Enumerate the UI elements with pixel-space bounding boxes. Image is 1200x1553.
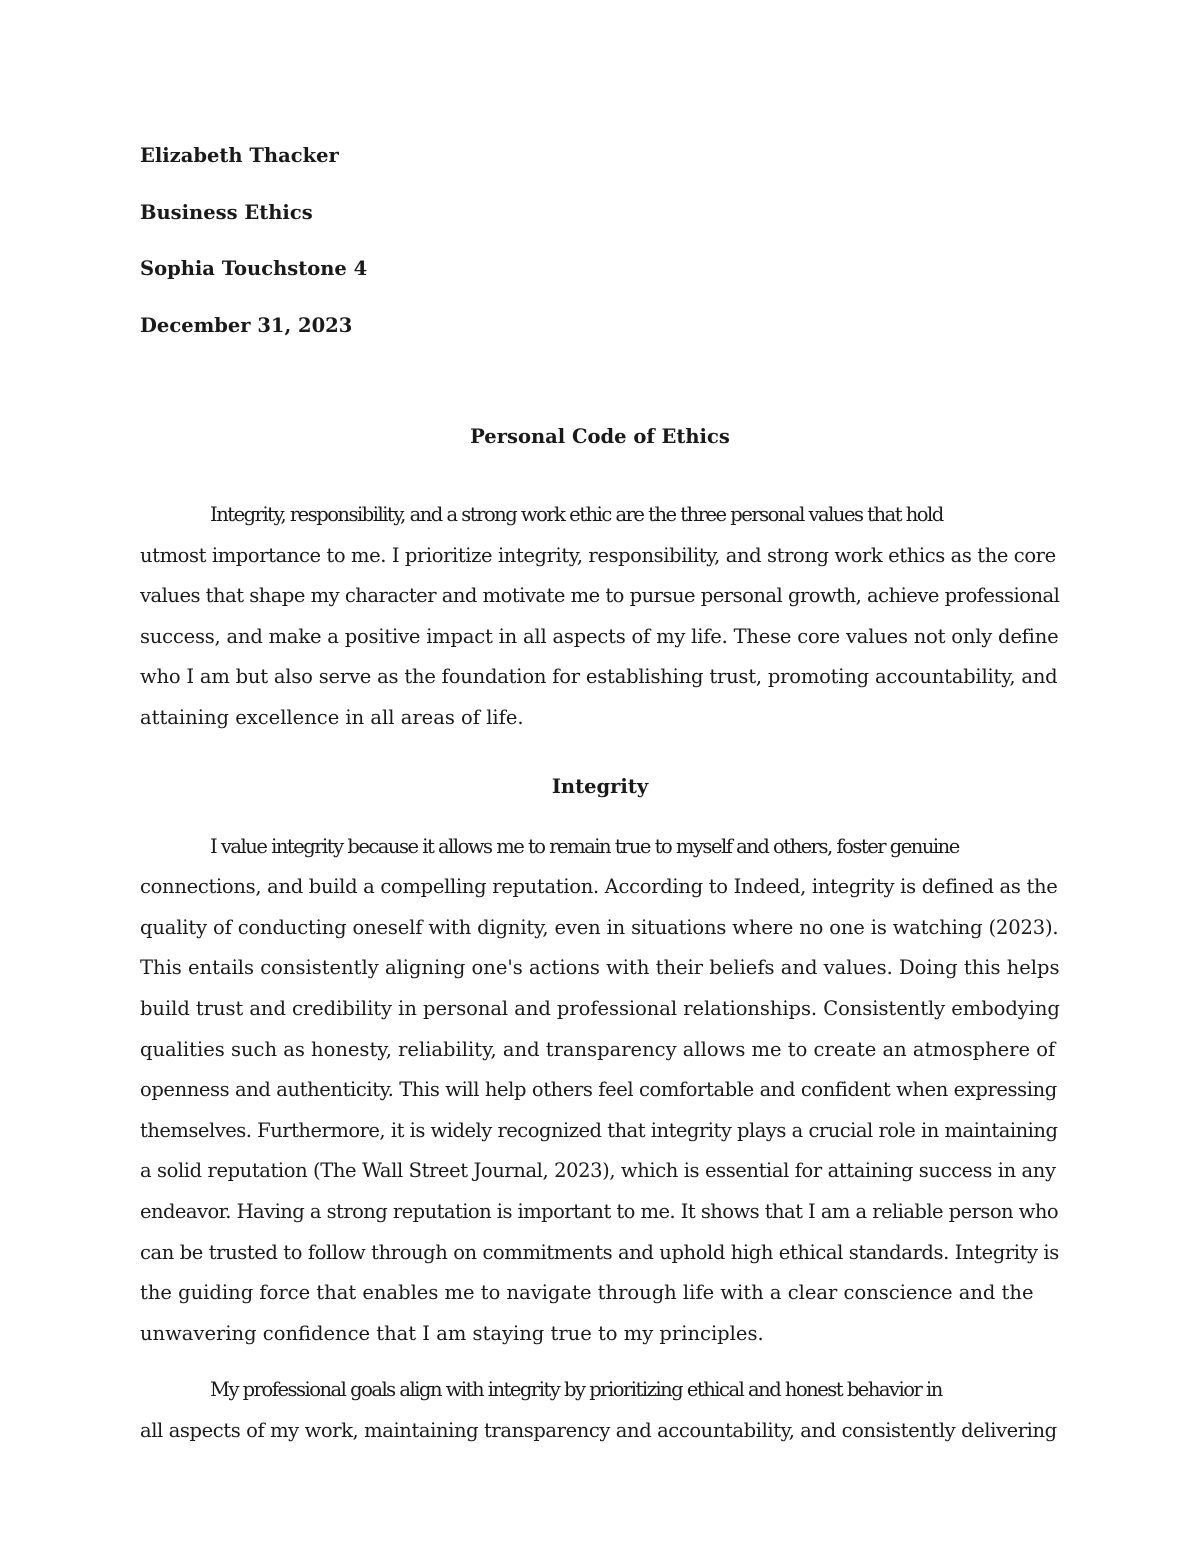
paragraph-line: the guiding force that enables me to navigate through life with a clear conscience and the: [140, 1281, 1034, 1305]
paragraph-line: themselves. Furthermore, it is widely recognized that integrity plays a crucial role in maintaining: [140, 1118, 1058, 1142]
paragraph-line: build trust and credibility in personal and professional relationships. Consistently embodying: [140, 996, 1060, 1020]
paragraph-line: a solid reputation (The Wall Street Journal, 2023), which is essential for attaining success in any: [140, 1159, 1056, 1183]
section-heading: Integrity: [551, 774, 649, 798]
paragraph-line: Integrity, responsibility, and a strong work ethic are the three personal values that hold: [210, 503, 943, 526]
paragraph-line: unwavering confidence that I am staying true to my principles.: [140, 1321, 764, 1345]
paragraph-line: connections, and build a compelling reputation. According to Indeed, integrity is defined as the: [140, 875, 1058, 899]
paragraph-line: values that shape my character and motivate me to pursue personal growth, achieve professional: [140, 584, 1060, 608]
document-body: [140, 423, 1060, 1451]
paragraph-line: quality of conducting oneself with dignity, even in situations where no one is watching (2023).: [140, 915, 1059, 939]
paragraph-line: attaining excellence in all areas of life.: [140, 705, 524, 729]
document-title: Personal Code of Ethics: [470, 425, 730, 448]
paragraph-line: openness and authenticity. This will help others feel comfortable and confident when expressing: [140, 1078, 1057, 1102]
paragraph-line: This entails consistently aligning one's actions with their beliefs and values. Doing this helps: [140, 956, 1060, 980]
paragraph-line: success, and make a positive impact in all aspects of my life. These core values not only define: [140, 624, 1059, 648]
paragraph-line: I value integrity because it allows me to remain true to myself and others, foster genuine: [210, 834, 959, 858]
course-name: Business Ethics: [140, 200, 313, 224]
paragraph-line: utmost importance to me. I prioritize integrity, responsibility, and strong work ethics as the core: [140, 543, 1056, 567]
paragraph-line: qualities such as honesty, reliability, and transparency allows me to create an atmosphere of: [140, 1037, 1056, 1061]
paragraph-line: My professional goals align with integrity by prioritizing ethical and honest behavior in: [210, 1378, 942, 1402]
assignment-name: Sophia Touchstone 4: [140, 257, 368, 280]
goals-paragraph: [140, 1370, 1060, 1451]
integrity-paragraph: [140, 827, 1060, 1355]
author-name: Elizabeth Thacker: [140, 144, 339, 167]
document-date: December 31, 2023: [140, 313, 353, 337]
intro-paragraph: [140, 495, 1060, 739]
paragraph-line: can be trusted to follow through on commitments and uphold high ethical standards. Integrity is: [140, 1240, 1059, 1264]
paragraph-line: who I am but also serve as the foundation for establishing trust, promoting accountability, and: [140, 665, 1058, 689]
paragraph-line: endeavor. Having a strong reputation is important to me. It shows that I am a reliable person who: [140, 1199, 1059, 1223]
paragraph-line: all aspects of my work, maintaining transparency and accountability, and consistently delivering: [140, 1418, 1057, 1442]
header-block: [140, 142, 1060, 368]
